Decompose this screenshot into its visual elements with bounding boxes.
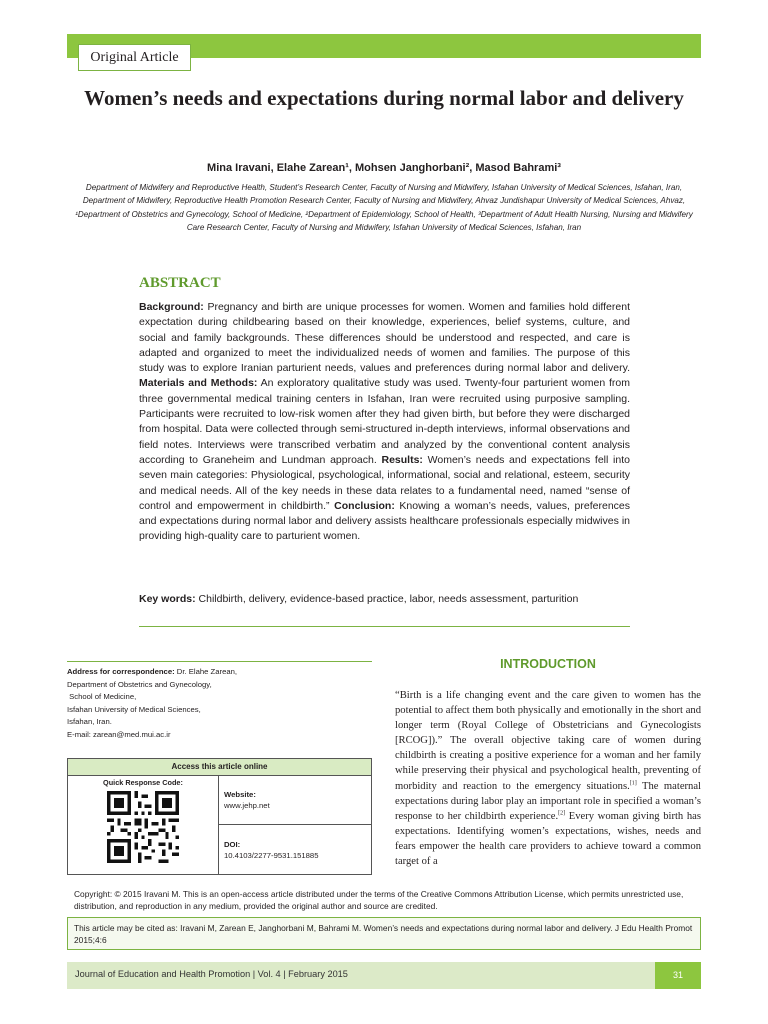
correspondence-divider (67, 661, 372, 662)
correspondence-email[interactable]: E-mail: zarean@med.mui.ac.ir (67, 729, 171, 739)
intro-text: “Birth is a life changing event and the care given to women has the potential to affect them both physically and emotionally in the short and longer term (Royal College of Obstetricians and Gynecologists [RCOG]).” The overall objective taking care of women during childbirth is creating a positive experience for a woman and her family while preserving their physical and psychological health, preventing of morbidity and reaction to the emergency situations. (395, 690, 701, 792)
doi-link[interactable]: 10.4103/2277-9531.151885 (224, 851, 319, 860)
results-text: Women’s needs and expectations fell into seven main categories: Physiological, psychological, informational, social and relational, esteem, security and medical needs. All of the key needs in these data relates to a fundamental need, named “sense of control and empowerment in childbirth.” (139, 453, 630, 512)
introduction-body (395, 688, 701, 878)
citation-box: This article may be cited as: Iravani M, Zarean E, Janghorbani M, Bahrami M. Women’s needs and expectations during normal labor and delivery. J Edu Health Promot 2015;4:6 (67, 917, 701, 950)
doi-block (218, 825, 371, 861)
qr-cell (68, 775, 219, 875)
access-heading: Access this article online (68, 759, 371, 776)
correspondence-name: Dr. Elahe Zarean, (174, 667, 238, 676)
website-block (218, 775, 371, 825)
correspondence-line: Department of Obstetrics and Gynecology, (67, 679, 212, 689)
correspondence-line: School of Medicine, (67, 692, 137, 702)
results-label: Results: (381, 453, 423, 466)
article-title: Women’s needs and expectations during normal labor and delivery (84, 86, 684, 110)
introduction-heading: INTRODUCTION (500, 657, 596, 671)
reference-link[interactable]: [2] (558, 810, 566, 817)
article-type-tag: Original Article (78, 44, 191, 71)
methods-label: Materials and Methods: (139, 377, 258, 390)
background-label: Background: (139, 301, 204, 313)
doi-label: DOI: (224, 840, 241, 849)
abstract-body (139, 300, 630, 545)
methods-text: An exploratory qualitative study was used. Twenty-four parturient women from three governmental medical training centers in Isfahan, Iran were recruited using purposive sampling. Participants were recruited to low-risk women after they had given birth, but before they were discharged from hospital. Data were collected through semi-structured in-depth interviews, informal observations and field notes. Interviews were transcribed verbatim and analyzed by the conventional content analysis according to Graneheim and Lundman approach. (139, 377, 630, 466)
authors: Mina Iravani, Elahe Zarean¹, Mohsen Janghorbani², Masod Bahrami³ (207, 162, 561, 174)
qr-label: Quick Response Code: (103, 778, 183, 787)
page-number: 31 (655, 962, 701, 989)
correspondence-block (67, 666, 372, 742)
abstract-heading: ABSTRACT (139, 275, 221, 291)
website-label: Website: (224, 790, 256, 799)
keywords-label: Key words: (139, 593, 196, 605)
journal-info: Journal of Education and Health Promotion | Vol. 4 | February 2015 (75, 969, 348, 979)
correspondence-line: Isfahan University of Medical Sciences, (67, 704, 201, 714)
background-text: Pregnancy and birth are unique processes for women. Women and families hold different expectation during childbearing based on their knowledge, experiences, belief systems, culture, and social and family backgrounds. These differences should be understood and respected, and care is adapted and organized to meet the individualized needs of women and families. The purpose of this study was to explore Iranian parturient needs, values and preferences during normal labor and delivery. (139, 301, 630, 375)
affiliations: Department of Midwifery and Reproductive Health, Student’s Research Center, Faculty of Nursing and Midwifery, Isfahan University of Medical Sciences, Isfahan, Iran, Department of Midwifery, Reproductive Health Promotion Research Center, Faculty of Nursing and Midwifery, Ahvaz Jundishapur University of Medical Sciences, Ahvaz, ¹Department of Obstetrics and Gynecology, School of Medicine, ²Department of Epidemiology, School of Health, ³Department of Adult Health Nursing, Nursing and Midwifery Care Research Center, Faculty of Nursing and Midwifery, Isfahan University of Medical Sciences, Isfahan, Iran (75, 183, 693, 233)
keywords (139, 592, 630, 607)
intro-text: Every woman giving birth has expectations. Identifying women’s expectations, wishes, needs and fears empower the health care providers to achieve toward a common target of a (395, 810, 701, 868)
conclusion-text: Knowing a woman’s needs, values, preferences and expectations during normal labor and delivery assists healthcare professionals especially midwives in providing high-quality care to parturient women. (139, 499, 630, 543)
copyright-notice: Copyright: © 2015 Iravani M. This is an open-access article distributed under the terms of the Creative Commons Attribution License, which permits unrestricted use, distribution, and reproduction in any medium, provided the original author and source are credited. (74, 889, 684, 911)
keywords-text: Childbirth, delivery, evidence-based practice, labor, needs assessment, parturition (195, 593, 579, 605)
correspondence-label: Address for correspondence: (67, 667, 175, 676)
website-link[interactable]: www.jehp.net (224, 801, 270, 810)
correspondence-line: Isfahan, Iran. (67, 717, 112, 727)
conclusion-label: Conclusion: (334, 499, 395, 512)
page-footer (67, 962, 701, 989)
reference-link[interactable]: [1] (629, 780, 637, 787)
intro-text: The maternal expectations during labor play an important role in specified a woman’s response to her childbirth experience. (395, 780, 701, 822)
website-doi-cell (218, 775, 371, 875)
abstract-divider (139, 626, 630, 627)
qr-code-icon[interactable] (107, 791, 179, 863)
access-online-box (67, 758, 372, 875)
